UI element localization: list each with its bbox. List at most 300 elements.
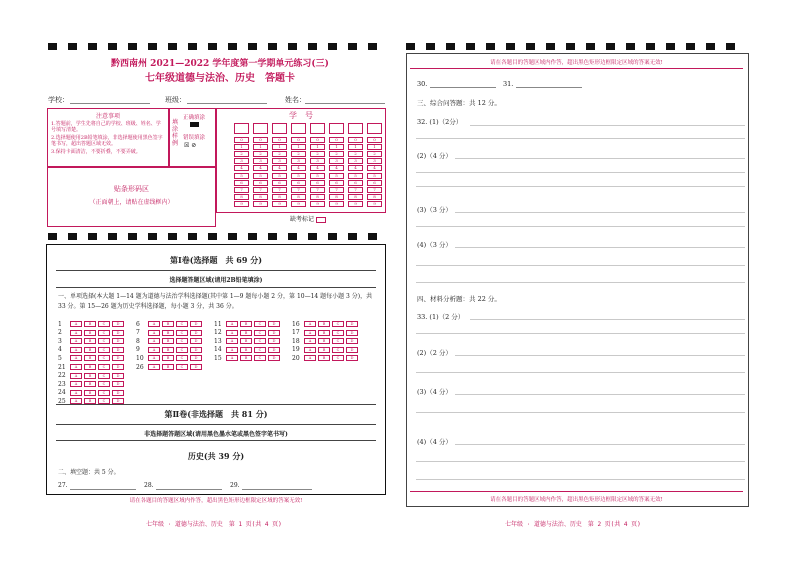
id-bubble[interactable]: 3 [234,158,249,164]
correct-fill-sample [190,122,199,127]
id-bubble[interactable]: 9 [348,201,363,207]
choice-bubble[interactable]: C [98,373,110,379]
answer-line[interactable] [416,461,745,462]
id-bubble[interactable]: 7 [272,187,287,193]
choice-bubble[interactable]: B [318,355,330,361]
question-number: 6 [136,320,140,328]
warning-right-bottom: 请在各题目的答题区域内作答，超出黑色矩形边框限定区域的答案无效! [490,497,663,503]
choice-bubble[interactable]: B [162,321,174,327]
id-bubble[interactable]: 9 [291,201,306,207]
choice-row [58,372,126,381]
school-label: 学校： [48,96,69,104]
q33-4-label: (4)（4 分） [417,438,452,446]
id-bubble[interactable]: 9 [234,201,249,207]
choice-bubble[interactable]: D [112,355,124,361]
q32-4-label: (4)（3 分） [417,241,452,249]
choice-bubble[interactable]: C [176,347,188,353]
id-bubble[interactable]: 7 [253,187,268,193]
id-bubble[interactable]: 2 [310,151,325,157]
divider [410,491,743,492]
question-number: 15 [214,354,222,362]
id-bubble[interactable]: 3 [348,158,363,164]
choice-bubble[interactable]: B [318,338,330,344]
question-number: 16 [292,320,300,328]
question-number: 21 [58,363,66,371]
choice-bubble[interactable]: A [70,364,82,370]
wrong-fill-samples: ☒ ⊘ [184,142,197,149]
choice-bubble[interactable]: C [176,321,188,327]
choice-bubble[interactable]: B [318,321,330,327]
section3-title: 三、综合问答题：共 12 分。 [417,99,501,107]
choice-bubble[interactable]: A [148,347,160,353]
timing-marks-top-right [406,43,735,51]
sheet-subtitle: 七年级道德与法治、历史 答题卡 [145,73,295,84]
choice-bubble[interactable]: D [346,330,358,336]
choice-row [58,363,126,372]
id-bubble[interactable]: 5 [310,173,325,179]
choice-bubble[interactable]: B [240,355,252,361]
choice-bubble[interactable]: A [226,338,238,344]
id-bubble[interactable]: 6 [348,180,363,186]
fill-line-27[interactable] [70,489,136,490]
choice-bubble[interactable]: A [304,355,316,361]
choice-bubble[interactable]: C [98,381,110,387]
fill-item-30: 30. [417,80,428,88]
choice-bubble[interactable]: A [226,330,238,336]
choice-bubble[interactable]: A [148,355,160,361]
answer-line[interactable] [455,394,745,395]
choice-bubble[interactable]: C [98,364,110,370]
choice-bubble[interactable]: C [176,355,188,361]
choice-bubble[interactable]: D [112,373,124,379]
answer-line[interactable] [416,333,745,334]
choice-bubble[interactable]: B [84,373,96,379]
id-bubble[interactable]: 4 [291,165,306,171]
choice-bubble[interactable]: C [98,398,110,404]
answer-line[interactable] [416,138,745,139]
choice-bubble[interactable]: A [226,355,238,361]
id-bubble[interactable]: 0 [329,137,344,143]
choice-bubble[interactable]: D [346,338,358,344]
id-bubble[interactable]: 6 [367,180,382,186]
choice-bubble[interactable]: A [70,330,82,336]
id-bubble[interactable]: 7 [310,187,325,193]
id-digit-box[interactable] [234,123,249,134]
id-bubble[interactable]: 6 [291,180,306,186]
id-bubble[interactable]: 0 [253,137,268,143]
choice-bubble[interactable]: C [332,355,344,361]
choice-bubble[interactable]: D [112,390,124,396]
id-bubble[interactable]: 4 [253,165,268,171]
divider [56,440,376,441]
choice-bubble[interactable]: A [70,347,82,353]
fill-line-29[interactable] [242,489,312,490]
class-field[interactable] [187,103,267,104]
answer-line[interactable] [455,247,745,248]
answer-line[interactable] [416,412,745,413]
question-number: 18 [292,337,300,345]
choice-row [58,354,126,363]
question-number: 20 [292,354,300,362]
id-bubble[interactable]: 1 [234,144,249,150]
question-number: 3 [58,337,62,345]
question-number: 14 [214,346,222,354]
choice-bubble[interactable]: B [240,321,252,327]
divider [56,270,376,271]
choice-bubble[interactable]: B [84,381,96,387]
choice-column [136,363,204,372]
question-number: 24 [58,389,66,397]
choice-bubble[interactable]: D [190,364,202,370]
choice-row [58,346,126,355]
id-bubble[interactable]: 9 [329,201,344,207]
choice-row [214,337,282,346]
warning-left: 请在各题目的答题区域内作答，超出黑色矩形边框限定区域的答案无效! [129,498,303,504]
question-number: 8 [136,337,140,345]
choice-bubble[interactable]: A [70,355,82,361]
choice-bubble[interactable]: A [148,338,160,344]
choice-bubble[interactable]: C [254,347,266,353]
id-bubble[interactable]: 5 [253,173,268,179]
answer-line[interactable] [416,172,745,173]
id-bubble[interactable]: 6 [253,180,268,186]
id-bubble[interactable]: 2 [329,151,344,157]
choice-row [214,346,282,355]
answer-line[interactable] [455,212,745,213]
answer-line[interactable] [470,319,745,320]
choice-bubble[interactable]: D [190,338,202,344]
choice-bubble[interactable]: B [84,330,96,336]
question-number: 25 [58,397,66,405]
q32-3-label: (3)（3 分） [417,206,452,214]
id-bubble[interactable]: 3 [329,158,344,164]
id-bubble[interactable]: 8 [234,194,249,200]
choice-bubble[interactable]: D [112,364,124,370]
id-bubble[interactable]: 3 [272,158,287,164]
id-bubble[interactable]: 4 [310,165,325,171]
choice-bubble[interactable]: A [70,398,82,404]
id-bubble[interactable]: 0 [272,137,287,143]
choice-bubble[interactable]: A [304,347,316,353]
fill-example-box [169,108,216,167]
choice-bubble[interactable]: C [254,321,266,327]
id-bubble[interactable]: 4 [329,165,344,171]
divider [56,287,376,288]
choice-bubble[interactable]: D [112,398,124,404]
id-bubble[interactable]: 9 [272,201,287,207]
choice-bubble[interactable]: D [268,321,280,327]
choice-bubble[interactable]: B [84,390,96,396]
answer-line[interactable] [416,265,745,266]
choice-row [292,320,360,329]
choice-bubble[interactable]: D [268,355,280,361]
id-bubble[interactable]: 7 [367,187,382,193]
id-bubble[interactable]: 9 [310,201,325,207]
choice-bubble[interactable]: C [98,338,110,344]
choice-row [58,337,126,346]
choice-bubble[interactable]: C [176,364,188,370]
id-bubble[interactable]: 7 [234,187,249,193]
id-digit-box[interactable] [253,123,268,134]
notes-line-2: 2.选择题使用2B铅笔填涂，非选择题使用黑色签字笔书写，超出答题区域无效。 [51,135,163,147]
question-number: 10 [136,354,144,362]
id-bubble[interactable]: 5 [367,173,382,179]
choice-bubble[interactable]: D [190,321,202,327]
id-bubble[interactable]: 0 [367,137,382,143]
divider [56,424,376,425]
id-bubble[interactable]: 5 [272,173,287,179]
answer-line[interactable] [416,282,745,283]
id-bubble[interactable]: 1 [253,144,268,150]
choice-bubble[interactable]: B [240,347,252,353]
choice-bubble[interactable]: D [112,321,124,327]
id-bubble[interactable]: 3 [253,158,268,164]
id-bubble[interactable]: 0 [291,137,306,143]
question-number: 13 [214,337,222,345]
choice-bubble[interactable]: D [346,347,358,353]
choice-bubble[interactable]: A [70,321,82,327]
choice-bubble[interactable]: B [84,347,96,353]
id-bubble[interactable]: 4 [234,165,249,171]
id-digit-box[interactable] [367,123,382,134]
choice-bubble[interactable]: C [254,355,266,361]
id-bubble[interactable]: 6 [310,180,325,186]
answer-line[interactable] [416,226,745,227]
choice-bubble[interactable]: B [162,364,174,370]
absent-mark[interactable] [290,214,328,223]
question-number: 22 [58,372,66,380]
answer-line[interactable] [455,158,745,159]
choice-bubble[interactable]: B [162,338,174,344]
id-bubble[interactable]: 1 [348,144,363,150]
choice-column [58,363,126,406]
choice-bubble[interactable]: C [98,321,110,327]
choice-row [136,354,204,363]
fill-section-title: 二、填空题：共 5 分。 [58,469,120,476]
choice-bubble[interactable]: C [98,390,110,396]
choice-bubble[interactable]: B [318,347,330,353]
id-bubble[interactable]: 3 [367,158,382,164]
choice-row [214,329,282,338]
id-bubble[interactable]: 4 [348,165,363,171]
id-bubble[interactable]: 4 [272,165,287,171]
id-bubble[interactable]: 8 [348,194,363,200]
timing-marks-top-left [48,43,377,51]
choice-bubble[interactable]: A [226,347,238,353]
choice-bubble[interactable]: B [240,338,252,344]
id-bubble[interactable]: 8 [310,194,325,200]
choice-bubble[interactable]: A [148,321,160,327]
choice-bubble[interactable]: A [70,381,82,387]
student-id-box [216,108,386,213]
id-bubble[interactable]: 1 [367,144,382,150]
question-number: 1 [58,320,62,328]
question-number: 9 [136,346,140,354]
choice-bubble[interactable]: A [70,390,82,396]
choice-bubble[interactable]: D [112,381,124,387]
warning-right-top: 请在各题目的答题区域内作答，超出黑色矩形边框限定区域的答案无效! [490,60,663,66]
id-bubble[interactable]: 7 [291,187,306,193]
id-bubble[interactable]: 3 [291,158,306,164]
id-bubble[interactable]: 9 [253,201,268,207]
choice-column [214,320,282,363]
id-bubble[interactable]: 5 [329,173,344,179]
choice-bubble[interactable]: C [98,330,110,336]
notes-box [47,108,169,167]
id-bubble[interactable]: 0 [348,137,363,143]
choice-bubble[interactable]: A [304,330,316,336]
fill-line-28[interactable] [156,489,222,490]
name-label: 姓名： [285,96,306,104]
fill-line-31[interactable] [516,87,582,88]
choice-bubble[interactable]: C [332,338,344,344]
id-bubble[interactable]: 2 [291,151,306,157]
choice-column [292,320,360,363]
choice-bubble[interactable]: C [332,347,344,353]
choice-bubble[interactable]: C [176,330,188,336]
choice-bubble[interactable]: D [190,355,202,361]
choice-bubble[interactable]: A [70,373,82,379]
choice-bubble[interactable]: D [112,347,124,353]
choice-bubble[interactable]: D [190,330,202,336]
id-bubble[interactable]: 2 [253,151,268,157]
student-id-grid [234,123,382,208]
id-bubble[interactable]: 1 [310,144,325,150]
choice-bubble[interactable]: B [84,355,96,361]
choice-row [58,389,126,398]
id-bubble[interactable]: 8 [272,194,287,200]
choice-bubble[interactable]: D [268,338,280,344]
choice-row [136,329,204,338]
question-number: 5 [58,354,62,362]
choice-bubble[interactable]: C [176,338,188,344]
absent-bubble[interactable] [316,217,326,223]
id-digit-box[interactable] [272,123,287,134]
fill-item-27: 27. [58,482,68,489]
choice-bubble[interactable]: D [346,321,358,327]
id-bubble[interactable]: 8 [253,194,268,200]
id-bubble[interactable]: 2 [272,151,287,157]
choice-bubble[interactable]: A [148,330,160,336]
question-number: 2 [58,329,62,337]
id-bubble[interactable]: 2 [348,151,363,157]
part2-area: 非选择题答题区域(请用黑色墨水笔或黑色签字笔书写) [144,431,288,438]
id-bubble[interactable]: 7 [348,187,363,193]
choice-bubble[interactable]: C [332,321,344,327]
id-digit-box[interactable] [329,123,344,134]
id-bubble[interactable]: 4 [367,165,382,171]
divider [56,404,376,405]
id-bubble[interactable]: 8 [291,194,306,200]
choice-bubble[interactable]: A [148,364,160,370]
id-bubble[interactable]: 5 [291,173,306,179]
choice-bubble[interactable]: A [304,321,316,327]
choice-bubble[interactable]: C [98,355,110,361]
choice-column [136,320,204,363]
name-field[interactable] [305,103,385,104]
answer-line[interactable] [470,125,745,126]
answer-line[interactable] [416,479,745,480]
choice-bubble[interactable]: B [84,364,96,370]
choice-bubble[interactable]: B [84,338,96,344]
id-bubble[interactable]: 8 [367,194,382,200]
answer-line[interactable] [416,186,745,187]
id-bubble[interactable]: 8 [329,194,344,200]
part1-area: 选择题答题区域(请用2B铅笔填涂) [169,277,263,284]
choice-bubble[interactable]: C [332,330,344,336]
choice-bubble[interactable]: C [254,338,266,344]
choice-bubble[interactable]: D [268,330,280,336]
choice-bubble[interactable]: D [112,338,124,344]
barcode-title: 贴条形码区 [114,185,149,193]
fill-item-29: 29. [230,482,240,489]
notes-line-1: 1.答题前，学生先将自己的学校、班级、姓名、学号填写清楚。 [51,121,161,133]
school-field[interactable] [70,103,150,104]
choice-bubble[interactable]: D [190,347,202,353]
id-bubble[interactable]: 2 [367,151,382,157]
q33-2-label: (2)（2 分） [417,349,452,357]
id-bubble[interactable]: 6 [272,180,287,186]
id-bubble[interactable]: 9 [367,201,382,207]
question-number: 26 [136,363,144,371]
id-bubble[interactable]: 0 [234,137,249,143]
id-bubble[interactable]: 5 [234,173,249,179]
choice-bubble[interactable]: B [240,330,252,336]
choice-bubble[interactable]: A [226,321,238,327]
answer-line[interactable] [455,444,745,445]
choice-bubble[interactable]: B [162,355,174,361]
choice-bubble[interactable]: A [70,338,82,344]
choice-bubble[interactable]: D [268,347,280,353]
part1-instructions: 一、单项选择(本大题 1—14 题为道德与法治学科选择题(其中第 1—9 题每小题 2 分，第 10—14 题每小题 3 分)，共 33 分。第 15—26 题为历史学科选择题，每小题 3 分，共 36 分。 [58,293,373,310]
choice-row [58,380,126,389]
choice-row [58,320,126,329]
answer-line[interactable] [455,355,745,356]
question-number: 11 [214,320,222,328]
choice-bubble[interactable]: B [162,330,174,336]
choice-bubble[interactable]: C [254,330,266,336]
absent-label: 缺考标记 [290,216,315,223]
id-bubble[interactable]: 1 [272,144,287,150]
fill-line-30[interactable] [430,87,496,88]
id-bubble[interactable]: 6 [329,180,344,186]
id-bubble[interactable]: 3 [310,158,325,164]
id-digit-box[interactable] [310,123,325,134]
choice-bubble[interactable]: A [304,338,316,344]
id-bubble[interactable]: 5 [348,173,363,179]
id-digit-box[interactable] [348,123,363,134]
fill-item-31: 31. [503,80,514,88]
id-bubble[interactable]: 7 [329,187,344,193]
id-digit-box[interactable] [291,123,306,134]
answer-line[interactable] [416,372,745,373]
choice-row [214,320,282,329]
choice-bubble[interactable]: C [98,347,110,353]
id-bubble[interactable]: 2 [234,151,249,157]
id-bubble[interactable]: 1 [291,144,306,150]
choice-bubble[interactable]: B [162,347,174,353]
choice-bubble[interactable]: B [318,330,330,336]
choice-bubble[interactable]: B [84,321,96,327]
id-bubble[interactable]: 6 [234,180,249,186]
id-bubble[interactable]: 0 [310,137,325,143]
choice-bubble[interactable]: D [112,330,124,336]
choice-bubble[interactable]: D [346,355,358,361]
question-number: 12 [214,329,222,337]
section4-title: 四、材料分析题：共 22 分。 [417,295,501,303]
id-bubble[interactable]: 1 [329,144,344,150]
choice-bubble[interactable]: B [84,398,96,404]
